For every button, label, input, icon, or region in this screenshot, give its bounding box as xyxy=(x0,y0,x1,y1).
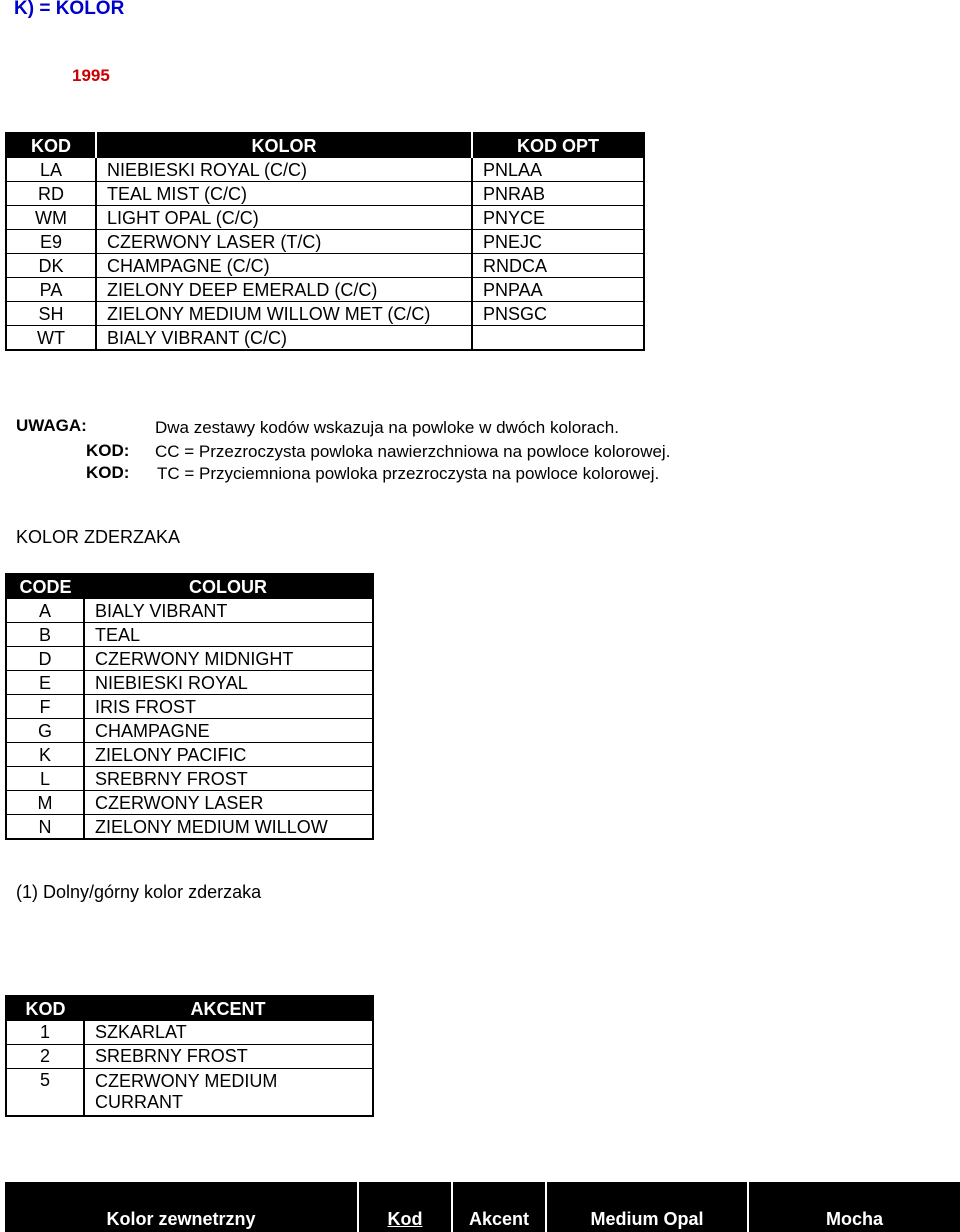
table-row xyxy=(6,695,373,719)
bumper-color-title: KOLOR ZDERZAKA xyxy=(16,527,181,547)
code-cell: K xyxy=(6,743,84,767)
bumper-color-table xyxy=(5,573,374,840)
exterior-color-header-bar xyxy=(5,1182,960,1232)
table-row xyxy=(6,791,373,815)
kod-label: KOD: xyxy=(86,463,130,482)
code-cell: L xyxy=(6,767,84,791)
code-cell: SH xyxy=(6,302,96,326)
code-cell: G xyxy=(6,719,84,743)
color-cell: SREBRNY FROST xyxy=(84,1045,373,1069)
table-row xyxy=(6,719,373,743)
code-cell: RD xyxy=(6,182,96,206)
kod-tc-text: TC = Przyciemniona powloka przezroczysta na powloce kolorowej. xyxy=(157,464,660,483)
note-text: Dwa zestawy kodów wskazuja na powloke w dwóch kolorach. xyxy=(155,418,619,437)
header-akcent: Akcent xyxy=(453,1182,547,1232)
column-header-akcent: AKCENT xyxy=(84,996,373,1021)
opt-cell: PNPAA xyxy=(472,278,644,302)
opt-cell: PNSGC xyxy=(472,302,644,326)
table-row xyxy=(6,599,373,623)
code-cell: WT xyxy=(6,326,96,351)
table-row xyxy=(6,182,644,206)
code-cell: E9 xyxy=(6,230,96,254)
table-header-row xyxy=(6,574,373,599)
opt-cell: PNEJC xyxy=(472,230,644,254)
table-row xyxy=(6,278,644,302)
table-row xyxy=(6,1069,373,1117)
table-row xyxy=(6,158,644,182)
table-row xyxy=(6,254,644,278)
color-cell: CZERWONY LASER (T/C) xyxy=(96,230,472,254)
color-cell: SREBRNY FROST xyxy=(84,767,373,791)
table-row xyxy=(6,647,373,671)
column-header-code: CODE xyxy=(6,574,84,599)
code-cell: F xyxy=(6,695,84,719)
code-cell: LA xyxy=(6,158,96,182)
color-cell: LIGHT OPAL (C/C) xyxy=(96,206,472,230)
column-header-kod-opt: KOD OPT xyxy=(472,133,644,158)
section-heading: K) = KOLOR xyxy=(14,0,125,19)
color-cell: ZIELONY MEDIUM WILLOW xyxy=(84,815,373,840)
color-cell: SZKARLAT xyxy=(84,1021,373,1045)
table-row xyxy=(6,326,644,351)
opt-cell: PNLAA xyxy=(472,158,644,182)
color-cell: CZERWONY LASER xyxy=(84,791,373,815)
color-cell: ZIELONY MEDIUM WILLOW MET (C/C) xyxy=(96,302,472,326)
color-cell: TEAL MIST (C/C) xyxy=(96,182,472,206)
color-cell: CZERWONY MIDNIGHT xyxy=(84,647,373,671)
table-row xyxy=(6,623,373,647)
code-cell: 2 xyxy=(6,1045,84,1069)
header-kolor-zewnetrzny: Kolor zewnetrzny xyxy=(5,1182,359,1232)
table-row xyxy=(6,1021,373,1045)
column-header-kod: KOD xyxy=(6,996,84,1021)
color-cell: TEAL xyxy=(84,623,373,647)
table-header-row xyxy=(6,996,373,1021)
table-row xyxy=(6,230,644,254)
table-row xyxy=(6,1045,373,1069)
column-header-kod: KOD xyxy=(6,133,96,158)
accent-table xyxy=(5,995,374,1117)
note-label: UWAGA: xyxy=(16,416,87,435)
color-cell: IRIS FROST xyxy=(84,695,373,719)
color-cell: ZIELONY PACIFIC xyxy=(84,743,373,767)
table-row xyxy=(6,815,373,840)
table-row xyxy=(6,206,644,230)
header-medium-opal: Medium Opal xyxy=(547,1182,749,1232)
code-cell: WM xyxy=(6,206,96,230)
year-label: 1995 xyxy=(72,66,110,85)
color-cell: ZIELONY DEEP EMERALD (C/C) xyxy=(96,278,472,302)
column-header-colour: COLOUR xyxy=(84,574,373,599)
table-row xyxy=(6,767,373,791)
color-cell: NIEBIESKI ROYAL xyxy=(84,671,373,695)
color-cell: BIALY VIBRANT xyxy=(84,599,373,623)
color-cell: BIALY VIBRANT (C/C) xyxy=(96,326,472,351)
code-cell: PA xyxy=(6,278,96,302)
code-cell: B xyxy=(6,623,84,647)
opt-cell: PNYCE xyxy=(472,206,644,230)
code-cell: E xyxy=(6,671,84,695)
code-cell: 1 xyxy=(6,1021,84,1045)
code-cell: DK xyxy=(6,254,96,278)
opt-cell: PNRAB xyxy=(472,182,644,206)
color-cell: NIEBIESKI ROYAL (C/C) xyxy=(96,158,472,182)
opt-cell: RNDCA xyxy=(472,254,644,278)
table-header-row xyxy=(6,133,644,158)
code-cell: 5 xyxy=(6,1069,84,1117)
footnote: (1) Dolny/górny kolor zderzaka xyxy=(16,882,262,902)
table-row xyxy=(6,743,373,767)
table-row xyxy=(6,671,373,695)
header-mocha: Mocha xyxy=(825,1209,883,1229)
opt-cell xyxy=(472,326,644,351)
color-cell: CHAMPAGNE xyxy=(84,719,373,743)
column-header-kolor: KOLOR xyxy=(96,133,472,158)
color-cell: CHAMPAGNE (C/C) xyxy=(96,254,472,278)
code-cell: D xyxy=(6,647,84,671)
code-cell: A xyxy=(6,599,84,623)
header-kod: Kod xyxy=(359,1182,453,1232)
color-cell: CZERWONY MEDIUM CURRANT xyxy=(84,1069,373,1117)
code-cell: N xyxy=(6,815,84,840)
table-row xyxy=(6,302,644,326)
kod-label: KOD: xyxy=(86,441,130,460)
paint-code-table xyxy=(5,132,645,351)
kod-cc-text: CC = Przezroczysta powloka nawierzchniowa na powloce kolorowej. xyxy=(155,442,671,461)
code-cell: M xyxy=(6,791,84,815)
